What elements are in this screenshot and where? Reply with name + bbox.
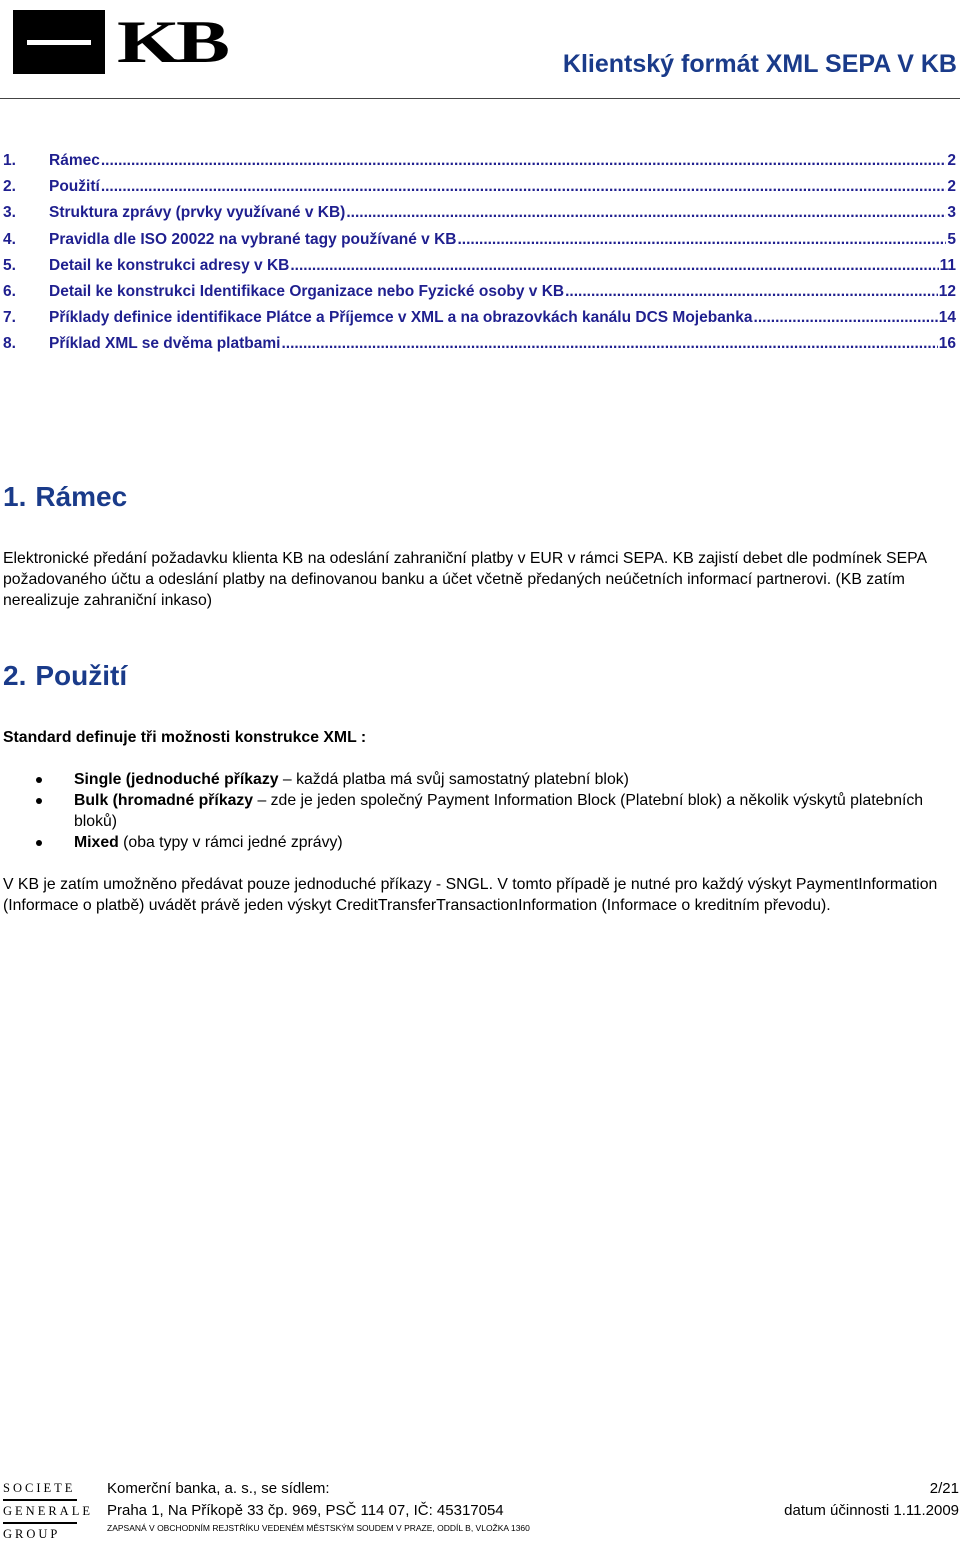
- section-heading-ramec: [3, 481, 127, 513]
- header-divider: [0, 98, 960, 99]
- bullet-icon: [36, 798, 42, 804]
- effective-date: datum účinnosti 1.11.2009: [784, 1502, 959, 1519]
- kb-logo-mark: [13, 10, 105, 74]
- footer-line-2: [107, 1502, 959, 1519]
- bullet-icon: [36, 777, 42, 783]
- section-2-closing-paragraph: V KB je zatím umožněno předávat pouze jednoduché příkazy - SNGL. V tomto případě je nutné pro každý výskyt PaymentInformation (Informace o platbě) uvádět právě jeden výskyt CreditTransferTransactionInformation (Informace o kreditním převodu).: [3, 876, 938, 914]
- section-1-paragraph: Elektronické předání požadavku klienta KB na odeslání zahraniční platby v EUR v rámci SEPA. KB zajistí debet dle podmínek SEPA požadovaného účtu a odeslání platby na definovanou banku a účet včetně předaných neúčetních informací partnerovi. (KB zatím nerealizuje zahraniční inkaso): [3, 550, 927, 609]
- toc-page: 14: [938, 309, 956, 327]
- list-item: Bulk (hromadné příkazy – zde je jeden společný Payment Information Block (Platební blok) a několik výskytů platebních bloků): [3, 790, 953, 832]
- toc-title: Struktura zprávy (prvky využívané v KB): [49, 204, 346, 222]
- toc-entry[interactable]: [3, 178, 956, 204]
- toc-entry[interactable]: [3, 309, 956, 335]
- toc-number: 8.: [3, 335, 16, 353]
- societe-generale-logo: SOCIETE GENERALE GROUP: [3, 1481, 93, 1541]
- bullet-icon: [36, 840, 42, 846]
- list-item: Single (jednoduché příkazy – každá platba má svůj samostatný platební blok): [3, 769, 953, 790]
- toc-title: Použití: [49, 178, 100, 196]
- section-2-lead: Standard definuje tři možnosti konstrukce XML :: [3, 729, 367, 746]
- toc-number: 2.: [3, 178, 16, 196]
- section-number: 1.: [3, 481, 27, 512]
- registry-note: ZAPSANÁ V OBCHODNÍM REJSTŘÍKU VEDENÉM MĚSTSKÝM SOUDEM V PRAZE, ODDÍL B, VLOŽKA 1360: [107, 1523, 530, 1533]
- toc-number: 3.: [3, 204, 16, 222]
- toc-title: Rámec: [49, 152, 100, 169]
- toc-entry[interactable]: [3, 335, 956, 361]
- table-of-contents: [3, 152, 956, 362]
- toc-page: 12: [938, 282, 956, 300]
- company-address: Praha 1, Na Příkopě 33 čp. 969, PSČ 114 07, IČ: 45317054: [107, 1502, 504, 1519]
- toc-title: Příklady definice identifikace Plátce a Příjemce v XML a na obrazovkách kanálu DCS Mojebanka: [49, 309, 753, 327]
- section-heading-pouziti: [3, 660, 127, 692]
- toc-entry[interactable]: [3, 257, 956, 283]
- toc-page: 3: [947, 204, 956, 222]
- toc-page: 2: [947, 178, 956, 196]
- toc-title: Příklad XML se dvěma platbami: [49, 335, 281, 353]
- toc-page: 5: [947, 230, 956, 248]
- page-number: 2/21: [929, 1480, 959, 1497]
- kb-logo-text: KB: [117, 9, 226, 75]
- toc-title: Detail ke konstrukci adresy v KB: [49, 256, 290, 274]
- toc-title: Pravidla dle ISO 20022 na vybrané tagy používané v KB: [49, 230, 457, 248]
- toc-page: 2: [947, 152, 956, 169]
- toc-title: Detail ke konstrukci Identifikace Organizace nebo Fyzické osoby v KB: [49, 282, 565, 300]
- list-item: Mixed (oba typy v rámci jedné zprávy): [3, 832, 953, 853]
- toc-entry[interactable]: [3, 152, 956, 178]
- section-number: 2.: [3, 660, 27, 691]
- toc-number: 5.: [3, 256, 16, 274]
- toc-entry[interactable]: [3, 283, 956, 309]
- toc-page: 11: [939, 256, 956, 274]
- toc-page: 16: [938, 335, 956, 353]
- xml-construction-options: [3, 769, 953, 853]
- toc-entry[interactable]: [3, 204, 956, 230]
- kb-logo: [13, 10, 225, 78]
- toc-number: 4.: [3, 230, 16, 248]
- section-title: Použití: [35, 660, 128, 691]
- toc-entry[interactable]: [3, 231, 956, 257]
- footer-line-1: [107, 1480, 959, 1497]
- section-title: Rámec: [35, 481, 128, 512]
- document-title: Klientský formát XML SEPA V KB: [562, 50, 957, 78]
- toc-number: 6.: [3, 282, 16, 300]
- toc-number: 7.: [3, 309, 16, 327]
- toc-number: 1.: [3, 152, 16, 169]
- company-name: Komerční banka, a. s., se sídlem:: [107, 1480, 330, 1497]
